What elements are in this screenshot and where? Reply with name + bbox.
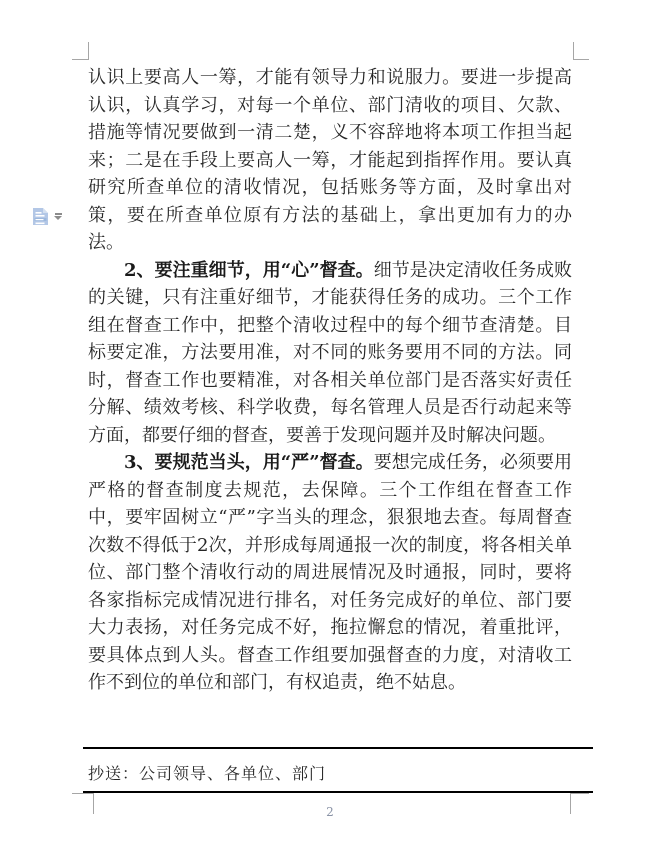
- paste-options-document-icon: [32, 207, 49, 226]
- text-boundary-mark-top-left: [72, 42, 89, 60]
- cc-divider-bottom: [83, 791, 593, 793]
- cc-divider-top: [83, 747, 593, 749]
- paragraph-1-text: 认识上要高人一筹，才能有领导力和说服力。要进一步提高认识，认真学习，对每一个单位、部门清收的项目、欠款、措施等情况要做到一清二楚，义不容辞地将本项工作担当起来；二是在手段上要高人一筹，才能起到指挥作用。要认真研究所查单位的清收情况，包括账务等方面，及时拿出对策，要在所查单位原有方法的基础上，拿出更加有力的办法。: [88, 67, 572, 253]
- page-number: 2: [326, 805, 334, 819]
- text-boundary-mark-top-right: [573, 42, 589, 60]
- paragraph-3: [88, 449, 572, 697]
- paragraph-2: [88, 257, 572, 450]
- paragraph-3-lead: 3、要规范当头，用“严”督查。: [124, 452, 374, 473]
- paragraph-3-text: 要想完成任务，必须要用严格的督查制度去规范，去保障。三个工作组在督查工作中，要牢固树立“严”字当头的理念，狠狠地去查。每周督查次数不得低于2次，并形成每周通报一次的制度，将各相关单位、部门整个清收行动的周进展情况及时通报，同时，要将各家指标完成情况进行排名，对任务完成好的单位、部门要大力表扬，对任务完成不好，拖拉懈怠的情况，着重批评，要具体点到人头。督查工作组要加强督查的力度，对清收工作不到位的单位和部门，有权追责，绝不姑息。: [88, 452, 573, 693]
- paragraph-2-lead: 2、要注重细节，用“心”督查。: [124, 259, 374, 281]
- paragraph-1: [88, 64, 572, 257]
- text-boundary-mark-bottom-right: [570, 793, 589, 814]
- paragraph-2-text: 细节是决定清收任务成败的关键，只有注重好细节，才能获得任务的成功。三个工作组在督查工作中，把整个清收过程中的每个细节查清楚。目标要定准，方法要用准，对不同的账务要用不同的方法。同时，督查工作也要精准，对各相关单位部门是否落实好责任分解、绩效考核、科学收费，每名管理人员是否行动起来等方面，都要仔细的督查，要善于发现问题并及时解决问题。: [88, 259, 573, 446]
- cc-line: 抄送：公司领导、各单位、部门: [88, 764, 327, 783]
- dropdown-arrow-icon: [54, 213, 62, 220]
- document-body: [88, 64, 572, 697]
- paste-options-button[interactable]: [32, 205, 66, 227]
